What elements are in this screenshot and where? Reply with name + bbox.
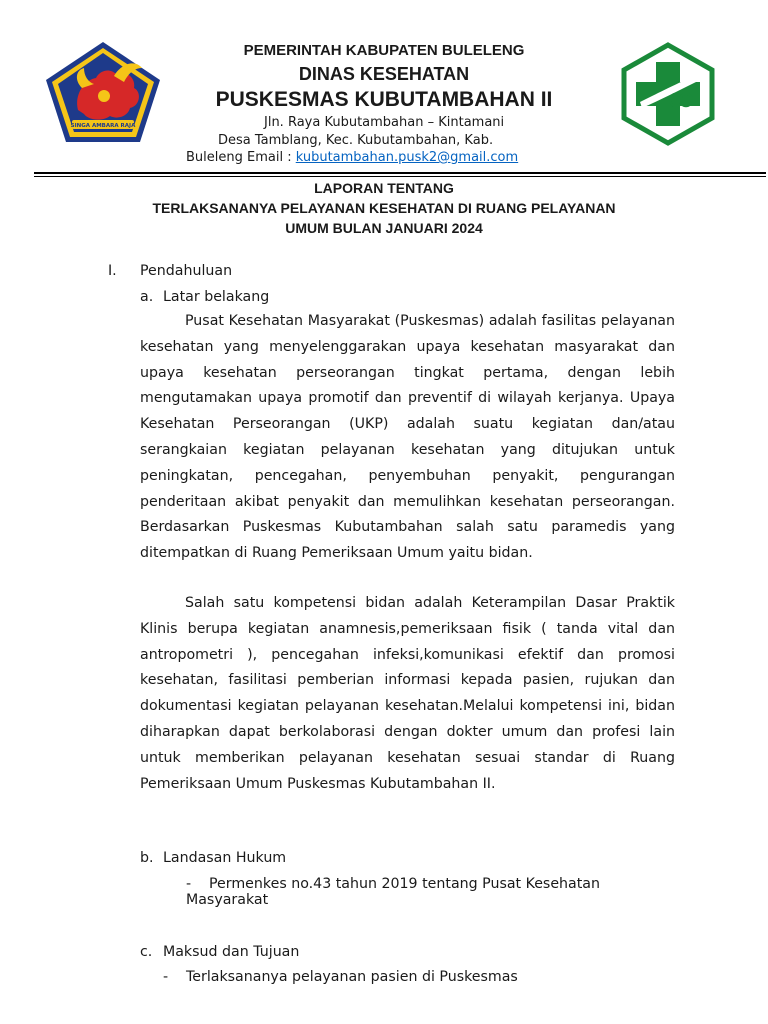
letterhead-divider-thick xyxy=(34,172,766,174)
address-line-1: Jln. Raya Kubutambahan – Kintamani xyxy=(264,115,505,130)
report-title-line-1: LAPORAN TENTANG xyxy=(314,180,454,196)
address-email-prefix: Buleleng Email : xyxy=(186,150,296,165)
report-title-line-2: TERLAKSANANYA PELAYANAN KESEHATAN DI RUANG PELAYANAN xyxy=(152,200,616,216)
paragraph-background-2: Salah satu kompetensi bidan adalah Keterampilan Dasar Praktik Klinis berupa kegiatan anamnesis,pemeriksaan fisik ( tanda vital dan antropometri ), pencegahan infeksi,komunikasi efektif dan promosi kesehatan, fasilitasi pemberian informasi kepada pasien, rujukan dan dokumentasi kegiatan pelayanan kesehatan.Melalui kompetensi ini, bidan diharapkan dapat berkolaborasi dengan dokter umum dan profesi lain untuk memberikan pelayanan kesehatan sesuai standar di Ruang Pemeriksaan Umum Puskesmas Kubutambahan II. xyxy=(140,595,675,792)
subsection-a-title: Latar belakang xyxy=(163,289,270,305)
letterhead-department: DINAS KESEHATAN xyxy=(298,64,470,84)
letterhead-government: PEMERINTAH KABUPATEN BULELENG xyxy=(243,42,525,59)
emblem-motto: SINGA AMBARA RAJA xyxy=(70,123,136,129)
purpose-dash: - xyxy=(163,969,169,985)
subsection-b-title: Landasan Hukum xyxy=(163,850,287,866)
letterhead-divider-thin xyxy=(34,176,766,177)
address-line-3 xyxy=(186,148,518,167)
purpose-item: Terlaksananya pelayanan pasien di Puskesmas xyxy=(186,969,518,985)
subsection-a-label: a. xyxy=(140,289,154,305)
section-title: Pendahuluan xyxy=(140,263,233,279)
legal-basis-item-line-1: Permenkes no.43 tahun 2019 tentang Pusat Kesehatan xyxy=(209,876,600,892)
legal-basis-item-line-2: Masyarakat xyxy=(186,892,269,908)
letterhead-institution: PUSKESMAS KUBUTAMBAHAN II xyxy=(215,88,553,111)
address-line-2: Desa Tamblang, Kec. Kubutambahan, Kab. xyxy=(218,133,494,148)
paragraph-background-1: Pusat Kesehatan Masyarakat (Puskesmas) adalah fasilitas pelayanan kesehatan yang menyelenggarakan upaya kesehatan masyarakat dan upaya kesehatan perseorangan tingkat pertama, dengan lebih mengutamakan upaya promotif dan preventif di wilayah kerjanya. Upaya Kesehatan Perseorangan (UKP) adalah suatu kegiatan dan/atau serangkaian kegiatan pelayanan kesehatan yang ditujukan untuk peningkatan, pencegahan, penyembuhan penyakit, pengurangan penderitaan akibat penyakit dan memulihkan kesehatan perseorangan. Berdasarkan Puskesmas Kubutambahan salah satu paramedis yang ditempatkan di Ruang Pemeriksaan Umum yaitu bidan. xyxy=(140,313,675,562)
email-link[interactable]: kubutambahan.pusk2@gmail.com xyxy=(295,150,519,165)
report-title-line-3: UMUM BULAN JANUARI 2024 xyxy=(285,220,483,236)
subsection-c-label: c. xyxy=(140,944,153,960)
subsection-c-title: Maksud dan Tujuan xyxy=(163,944,300,960)
legal-basis-dash: - xyxy=(186,876,192,892)
subsection-b-label: b. xyxy=(140,850,154,866)
section-number: I. xyxy=(108,263,117,279)
